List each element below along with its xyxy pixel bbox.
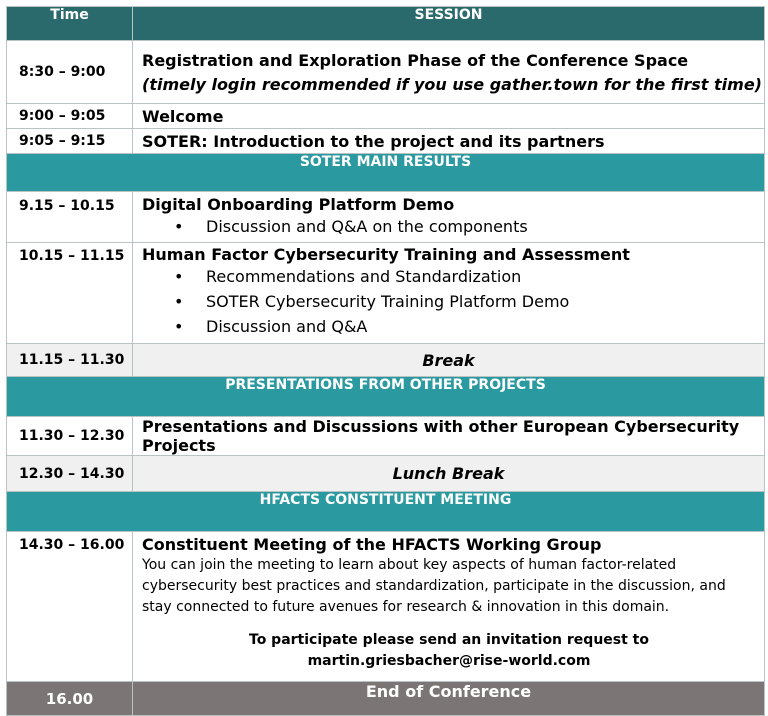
- bullet-list: [142, 214, 764, 239]
- time-cell: 10.15 – 11.15: [7, 243, 133, 344]
- section-heading: HFACTS CONSTITUENT MEETING: [7, 492, 765, 532]
- session-title: SOTER: Introduction to the project and its partners: [133, 129, 765, 154]
- invitation-text: To participate please send an invitation request to: [249, 632, 649, 648]
- table-row: [7, 344, 765, 377]
- session-title: Presentations and Discussions with other European Cybersecurity Projects: [133, 417, 765, 456]
- session-column-header: SESSION: [133, 7, 765, 41]
- session-title: Registration and Exploration Phase of the Conference Space: [142, 50, 689, 70]
- bullet-list: [142, 264, 764, 339]
- time-column-header: Time: [7, 7, 133, 41]
- table-row: [7, 129, 765, 154]
- session-cell: [133, 532, 765, 682]
- session-title: Human Factor Cybersecurity Training and Assessment: [142, 245, 630, 264]
- end-row: [7, 682, 765, 716]
- time-cell: 14.30 – 16.00: [7, 532, 133, 682]
- table-row: [7, 41, 765, 104]
- list-item: • SOTER Cybersecurity Training Platform Demo: [142, 289, 764, 314]
- header-row: [7, 7, 765, 41]
- session-description: You can join the meeting to learn about key aspects of human factor-related cybersecurity best practices and standardization, participate in the discussion, and stay connected to future avenues for research & innovation in this domain.: [142, 557, 726, 615]
- time-cell: 9:05 – 9:15: [7, 129, 133, 154]
- list-item: • Discussion and Q&A: [142, 314, 764, 339]
- time-cell: 8:30 – 9:00: [7, 41, 133, 104]
- invitation-email[interactable]: martin.griesbacher@rise-world.com: [307, 653, 591, 669]
- section-row: [7, 154, 765, 192]
- table-row: [7, 192, 765, 243]
- time-cell: 11.30 – 12.30: [7, 417, 133, 456]
- agenda-table: [6, 6, 765, 716]
- time-cell: 9.15 – 10.15: [7, 192, 133, 243]
- table-row: [7, 417, 765, 456]
- list-item: • Discussion and Q&A on the components: [142, 214, 764, 239]
- time-cell: 12.30 – 14.30: [7, 456, 133, 492]
- invitation-note: [142, 630, 756, 672]
- list-item: • Recommendations and Standardization: [142, 264, 764, 289]
- session-title: End of Conference: [133, 682, 765, 716]
- section-heading: PRESENTATIONS FROM OTHER PROJECTS: [7, 377, 765, 417]
- session-title: Break: [133, 344, 765, 377]
- table-row: [7, 456, 765, 492]
- table-row: [7, 532, 765, 682]
- section-row: [7, 492, 765, 532]
- session-title: Digital Onboarding Platform Demo: [142, 195, 455, 214]
- session-title: Welcome: [133, 104, 765, 129]
- time-cell: 9:00 – 9:05: [7, 104, 133, 129]
- time-cell: 11.15 – 11.30: [7, 344, 133, 377]
- section-heading: SOTER MAIN RESULTS: [7, 154, 765, 192]
- session-cell: [133, 243, 765, 344]
- table-row: [7, 243, 765, 344]
- session-cell: [133, 41, 765, 104]
- session-title: Lunch Break: [133, 456, 765, 492]
- session-title: Constituent Meeting of the HFACTS Working Group: [142, 535, 602, 554]
- time-cell: 16.00: [7, 682, 133, 716]
- session-note: (timely login recommended if you use gather.town for the first time): [142, 74, 762, 94]
- session-cell: [133, 192, 765, 243]
- section-row: [7, 377, 765, 417]
- table-row: [7, 104, 765, 129]
